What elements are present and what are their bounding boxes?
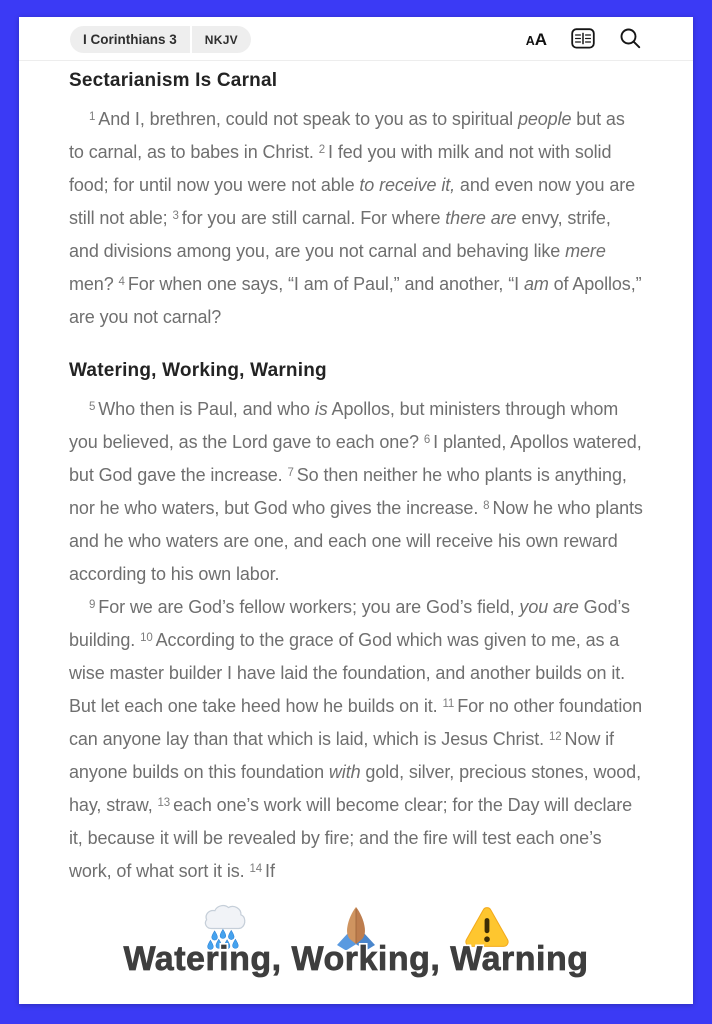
verse-number: 13 (157, 797, 171, 809)
bible-reader-page (19, 17, 693, 1004)
section-heading: Watering, Working, Warning (69, 360, 327, 381)
verse-text: I planted, Apollos watered, but God gave the increase. (69, 432, 642, 485)
verse-number: 12 (548, 731, 562, 743)
verse-number: 1 (89, 111, 96, 123)
verse-text: For no other foundation can anyone lay than that which is laid, which is Jesus Christ. (69, 696, 643, 749)
verse-number: 6 (423, 434, 431, 446)
italic-text: am (523, 274, 549, 294)
open-book-icon (571, 28, 595, 52)
book-chapter-button[interactable]: I Corinthians 3 (70, 26, 190, 53)
verse-text: God’s building. (69, 597, 630, 650)
verse-paragraph[interactable] (69, 103, 643, 334)
italic-text: there are (445, 208, 517, 228)
verse-text: For we are God’s fellow workers; you are God’s field, (98, 597, 520, 617)
italic-text: is (314, 399, 328, 419)
translation-button[interactable]: NKJV (192, 26, 251, 53)
verse-number: 14 (249, 863, 263, 875)
verse-text: I fed you with milk and not with solid food; for until now you were not able (69, 142, 612, 195)
verse-number: 7 (287, 467, 294, 479)
italic-text: you are (519, 597, 579, 617)
italic-text: mere (565, 241, 606, 261)
verse-text: According to the grace of God which was given to me, as a wise master builder I have laid the foundation, and another builds on it. But let each one take heed how he builds on it. (69, 630, 626, 716)
italic-text: people (517, 109, 572, 129)
footer-graphic (19, 901, 693, 979)
section-heading: Sectarianism Is Carnal (69, 70, 278, 91)
reader-mode-button[interactable] (571, 28, 595, 52)
verse-number: 11 (442, 698, 455, 710)
verse-text: envy, strife, and divisions among you, are you not carnal and behaving like (69, 208, 611, 261)
font-large-a: A (534, 29, 547, 49)
verse-text: of Apollos,” are you not carnal? (69, 274, 642, 327)
footer-caption: Watering, Working, Warning (123, 940, 589, 978)
italic-text: to receive it, (359, 175, 456, 195)
verse-text: Who then is Paul, and who (98, 399, 315, 419)
verse-text: for you are still carnal. For where (181, 208, 446, 228)
verse-text: If (265, 861, 275, 881)
verse-text: each one’s work will become clear; for the Day will declare it, because it will be revealed by fire; and the fire will test each one’s work, of what sort it is. (69, 795, 633, 881)
verse-number: 8 (483, 500, 490, 512)
verse-text: So then neither he who plants is anything, nor he who waters, but God who gives the increase. (69, 465, 627, 518)
verse-text: Apollos, but ministers through whom you believed, as the Lord gave to each one? (69, 399, 619, 452)
verse-number: 4 (118, 276, 125, 288)
verse-paragraph[interactable] (69, 591, 643, 888)
reference-pill (70, 26, 251, 53)
italic-text: with (328, 762, 361, 782)
verse-text: and even now you are still not able; (69, 175, 636, 228)
reader-toolbar (19, 17, 693, 61)
verse-text: gold, silver, precious stones, wood, hay, straw, (69, 762, 641, 815)
verse-number: 10 (140, 632, 153, 644)
verse-text: men? (69, 274, 119, 294)
verse-text: Now he who plants and he who waters are one, and each one will receive his own reward according to his own labor. (69, 498, 643, 584)
scripture-content (19, 70, 693, 888)
verse-text: Now if anyone builds on this foundation (69, 729, 614, 782)
verse-text: but as to carnal, as to babes in Christ. (69, 109, 625, 162)
font-small-a: A (525, 33, 535, 48)
search-button[interactable] (619, 27, 641, 52)
verse-text: And I, brethren, could not speak to you as to spiritual (98, 109, 518, 129)
verse-number: 9 (89, 599, 96, 611)
font-settings-button[interactable] (526, 30, 547, 50)
verse-number: 5 (89, 401, 96, 413)
verse-text: For when one says, “I am of Paul,” and another, “I (127, 274, 524, 294)
search-icon (619, 27, 641, 52)
verse-number: 2 (318, 144, 326, 156)
verse-number: 3 (172, 210, 179, 222)
verse-paragraph[interactable] (69, 393, 643, 591)
